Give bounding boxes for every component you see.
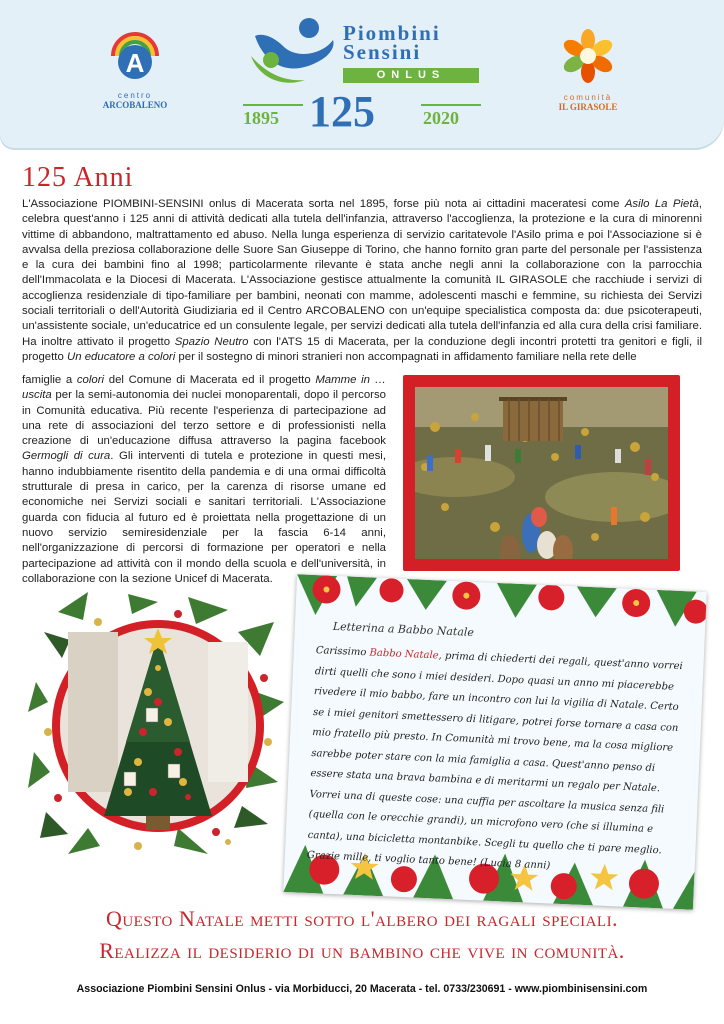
nativity-scene-image (415, 387, 668, 559)
letter-to-santa (283, 574, 706, 910)
project-spazio-neutro: Spazio Neutro (174, 335, 249, 348)
nativity-photo (415, 387, 668, 559)
article-paragraph-1 (22, 197, 702, 365)
text-run: . Gli interventi di tutela e protezione in questi mesi, hanno indubbiamente risentito della pandemia e di una ormai difficoltà strutturale di presa in carico, per la carenza di risorse umane ed economiche nei Servizi sociali e sanitari territoriali. L'Associazione guarda con fiducia al futuro ed è proiettata nella progettazione di un nuovo servizio semiresidenziale per la fascia 6-14 anni, nell'organizzazione di percorsi di formazione per operatori e nella partecipazione ad attività con il mondo della scuola e dell'università, in collaborazione con la sezione Unicef di Macerata. (22, 450, 386, 585)
nativity-photo-frame (403, 375, 680, 571)
anniversary-number: 125 (309, 87, 375, 136)
project-mamme: Mamme in … uscita (22, 374, 386, 402)
text-run: del Comune di Macerata ed il progetto (104, 374, 316, 386)
facebook-page-name: Germogli di cura (22, 450, 111, 463)
organization-figure-icon (243, 16, 343, 92)
text-run: famiglie a (22, 374, 77, 386)
org-name (343, 21, 441, 64)
girasole-line1: comunità (563, 93, 613, 102)
text-run: , celebra quest'anno i 125 anni di attività dedicati alla tutela dell'infanzia, attraverso l'accoglienza, la protezione e la cura di minorenni vittime di abbandono, maltrattamento ed abuso. Nella lunga esperienza di servizio caritatevole l'Asilo prima e poi l'Associazione si è avvalsa della preziosa collaborazione delle Suore San Giuseppe di Torino, che hanno fornito gran parte del personale per l'assistenza e la cura dei bambini fino al 1998; particolarmente rilevante è stata anche negli anni la collaborazione con la parrocchia dell'Immacolata e la Diocesi di Macerata. L'Associazione gestisce attualmente la comunità IL GIRASOLE che racchiude i servizi di accoglienza residenziale di tipo-familiare per bambini, neonati con mamme, adolescenti maschi e femmine, su richiesta dei Servizi sociali territoriali o dell'Autorità Giudiziaria ed il Centro ARCOBALENO con un'equipe specialistica composta da: due psicoterapeuti, un'assistente sociale, un'educatrice ed un consulente legale, per servizi dedicati alla tutela dell'infanzia ed alla cura della crisi familiare. Ha inoltre attivato il progetto (22, 198, 702, 348)
girasole-logo (548, 28, 628, 112)
contact-info: Associazione Piombini Sensini Onlus - via Morbiducci, 20 Macerata - tel. 0733/230691 - www.piombinisensini.com (76, 983, 648, 995)
letter-recipient: Babbo Natale (369, 647, 439, 662)
christmas-tree-decoration (28, 592, 290, 860)
christmas-tree-wreath-icon (28, 592, 290, 860)
text-run: per il sostegno di minori stranieri non accompagnati in affidamento familiare nella rete delle (175, 350, 637, 363)
letter-title: Letterina a Babbo Natale (332, 619, 475, 639)
arcobaleno-line1: centro (117, 91, 153, 100)
slogan-line-1: Questo Natale metti sotto l'albero dei ragali speciali. (105, 906, 619, 931)
letter-greeting: Carissimo (315, 645, 370, 659)
page-header (0, 0, 724, 150)
girasole-line2: IL GIRASOLE (558, 102, 618, 112)
text-run: L'Associazione PIOMBINI-SENSINI onlus di Macerata sorta nel 1895, forse più nota ai cittadini maceratesi come (22, 198, 625, 210)
year-divider-left (243, 104, 303, 106)
sunflower-icon (560, 28, 616, 84)
org-name-line1: Piombini (343, 21, 441, 45)
project-educatore: Un educatore a colori (66, 350, 176, 363)
onlus-badge: ONLUS (343, 68, 479, 83)
svg-text:A: A (125, 48, 145, 78)
founding-year: 1895 (243, 108, 279, 128)
project-colori: colori (76, 374, 105, 386)
article-title: 125 Anni (22, 162, 134, 193)
arcobaleno-line2: ARCOBALENO (102, 100, 168, 110)
piombini-sensini-logo (243, 16, 483, 140)
rainbow-a-icon (107, 26, 163, 82)
article-paragraph-2 (22, 373, 386, 587)
text-run: per la semi-autonomia dei nuclei monoparentali, dopo il percorso in Comunità educativa. Più recente l'esperienza di partecipazione ad una rete di associazioni del terzo settore e di professionisti nella creazione di un'educazione diffusa attraverso la pagina facebook (22, 389, 386, 448)
letter-text: , prima di chiederti dei regali, quest'anno vorrei dirti quelli che sono i miei desideri. Dopo quasi un anno mi piacerebbe rivedere il mio babbo, fare un incontro con lui la vigilia di Natale. Certo se i miei genitori smettessero di litigare, potrei forse tornare a casa con mio fratello più presto. In Comunità mi trovo bene, ma la cosa migliore sarebbe poter stare con la mia famiglia a casa. Quest'anno penso di essere stata una brava bambina e di meritarmi un regalo per Natale. Vorrei una di queste cose: una cuffia per ascoltare la musica senza fili (quella con le orecchie grandi), un microfono vero (che si illumina e canta), una bicicletta montanbike. Scegli tu quello che ti pare meglio. Grazie mille, ti voglio tanto bene! (Lucia 8 anni) (306, 650, 683, 872)
org-name-line2: Sensini (343, 40, 422, 64)
text-run: con l'ATS 15 di Macerata, per la conduzione degli incontri protetti tra genitori e figli, il progetto (22, 335, 702, 363)
current-year: 2020 (423, 108, 459, 128)
letter-body (306, 641, 687, 883)
slogan-line-2: Realizza il desiderio di un bambino che vive in comunità. (99, 938, 625, 963)
asilo-name: Asilo La Pietà (624, 198, 699, 210)
year-divider-right (421, 104, 481, 106)
arcobaleno-logo (100, 26, 170, 110)
